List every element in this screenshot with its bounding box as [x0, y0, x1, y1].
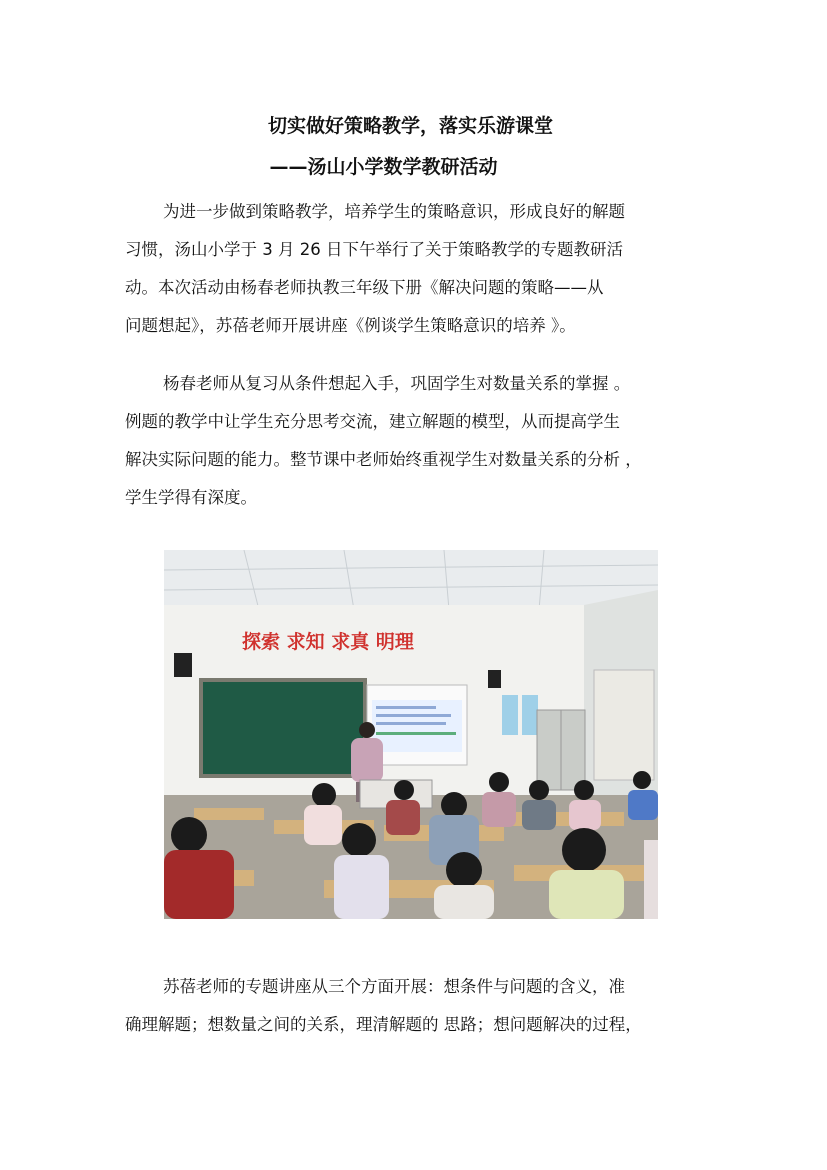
- document-subtitle: ——汤山小学数学教研活动: [269, 156, 498, 178]
- text-line: 学生学得有深度。: [125, 488, 257, 507]
- text-line: 习惯，汤山小学于 3 月 26 日下午举行了关于策略教学的专题教研活: [125, 240, 623, 259]
- text-line: 苏蓓老师的专题讲座从三个方面开展：想条件与问题的含义，准: [163, 977, 625, 996]
- wall-slogan: 探索 求知 求真 明理: [242, 631, 414, 653]
- classroom-photo: [164, 550, 658, 919]
- paragraph-intro: [125, 193, 705, 345]
- paragraph-lesson: [125, 365, 705, 517]
- text-line: 问题想起》，苏蓓老师开展讲座《例谈学生策略意识的培养 》。: [125, 316, 576, 335]
- text-line: 动。本次活动由杨春老师执教三年级下册《解决问题的策略——从: [125, 278, 604, 297]
- document-title: 切实做好策略教学，落实乐游课堂: [267, 115, 553, 137]
- text-line: 例题的教学中让学生充分思考交流，建立解题的模型，从而提高学生: [125, 412, 620, 431]
- text-line: 解决实际问题的能力。整节课中老师始终重视学生对数量关系的分析 ，: [125, 450, 642, 469]
- text-line: 确理解题；想数量之间的关系，理清解题的 思路；想问题解决的过程，: [125, 1015, 642, 1034]
- text-line: 为进一步做到策略教学，培养学生的策略意识，形成良好的解题: [163, 202, 625, 221]
- paragraph-lecture: [125, 968, 705, 1044]
- text-line: 杨春老师从复习从条件想起入手，巩固学生对数量关系的掌握 。: [163, 374, 631, 393]
